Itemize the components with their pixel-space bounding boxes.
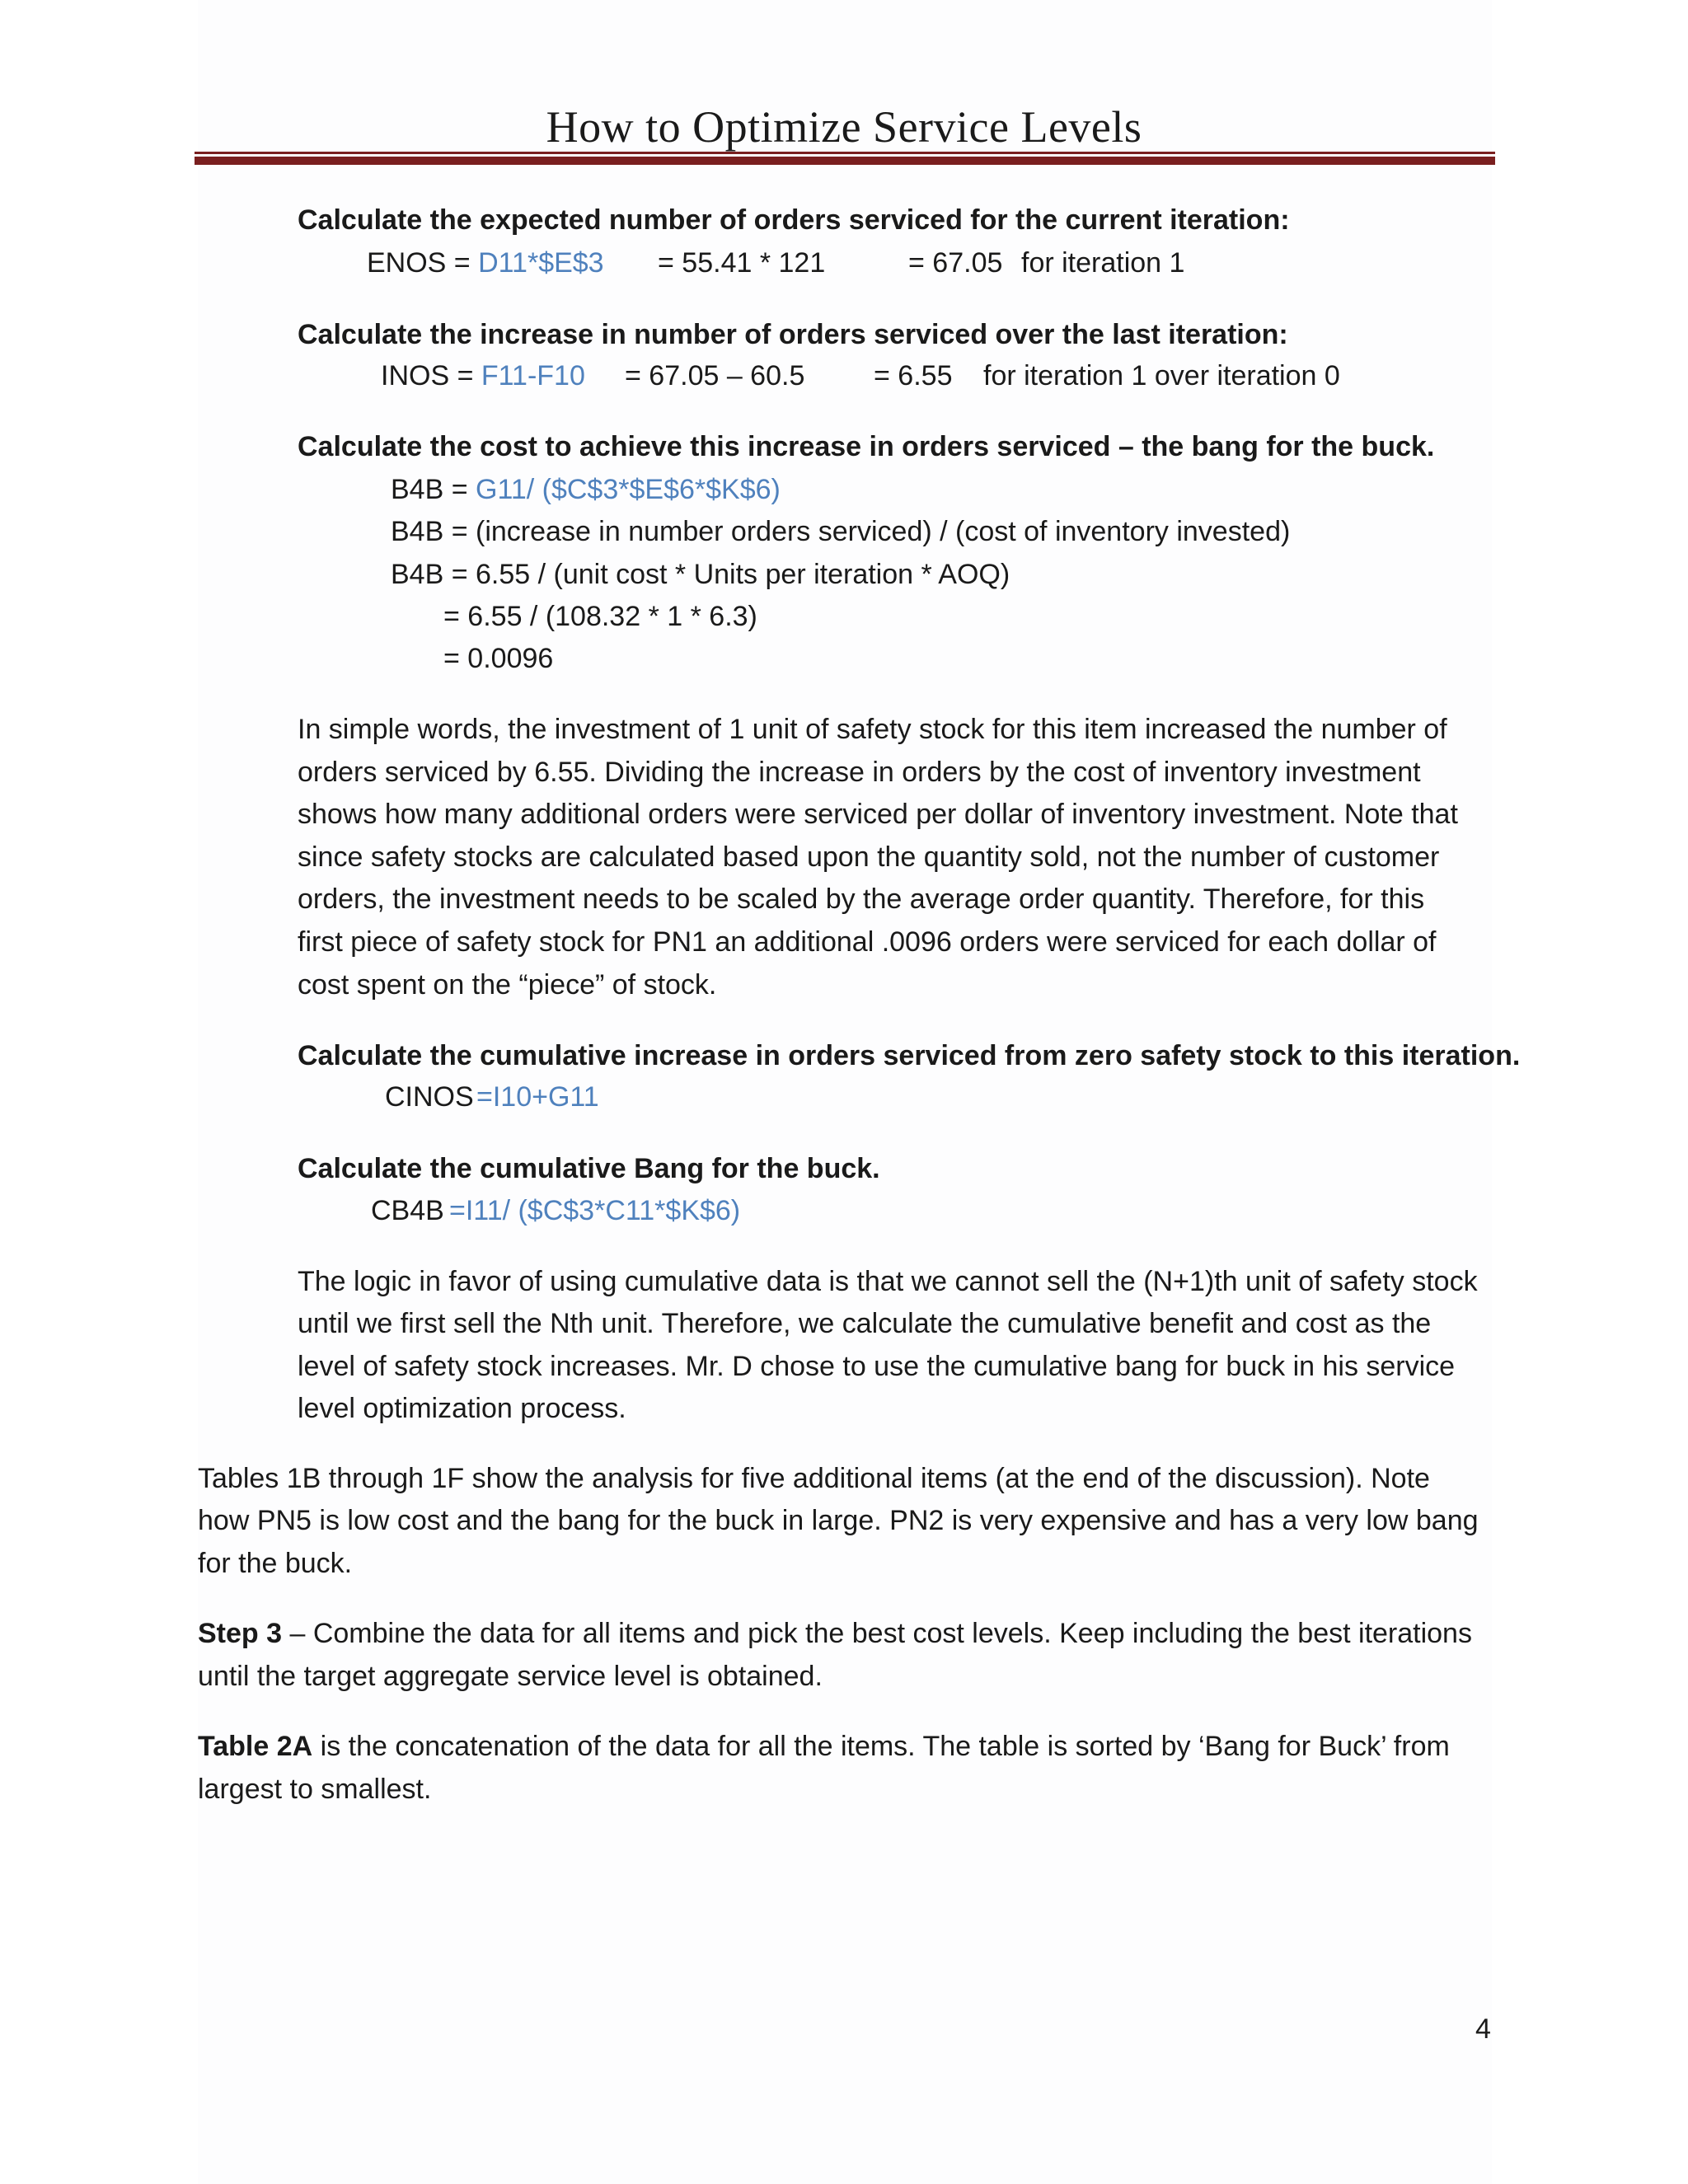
cinos-heading: Calculate the cumulative increase in orders serviced from zero safety stock to this iteration. <box>298 1040 1521 1071</box>
inos-formula-line <box>381 358 585 394</box>
table2a-text: is the concatenation of the data for all the items. The table is sorted by ‘Bang for Buck’ from <box>312 1731 1450 1762</box>
enos-result: = 67.05 <box>908 247 1003 279</box>
enos-calc: = 55.41 * 121 <box>658 247 826 279</box>
explanation-line: orders, the investment needs to be scaled by the average order quantity. Therefore, for this <box>298 883 1425 915</box>
explanation-line: since safety stocks are calculated based upon the quantity sold, not the number of customer <box>298 841 1440 873</box>
b4b-formula-line <box>391 471 781 508</box>
step3-continuation: until the target aggregate service level is obtained. <box>198 1661 823 1692</box>
b4b-heading: Calculate the cost to achieve this increase in orders serviced – the bang for the buck. <box>298 431 1435 462</box>
inos-formula: F11-F10 <box>481 360 585 391</box>
header-rule-thick <box>195 157 1495 165</box>
table2a-label: Table 2A <box>198 1731 313 1762</box>
header-rule-thin <box>195 152 1495 154</box>
b4b-label: B4B = <box>391 474 476 505</box>
cb4b-label: CB4B <box>371 1195 444 1226</box>
b4b-substitution: = 6.55 / (108.32 * 1 * 6.3) <box>443 601 757 632</box>
explanation-line: first piece of safety stock for PN1 an additional .0096 orders were serviced for each dollar of <box>298 926 1437 958</box>
cinos-formula: =I10+G11 <box>476 1081 599 1113</box>
explanation-line: shows how many additional orders were serviced per dollar of inventory investment. Note that <box>298 799 1458 830</box>
logic-line: level of safety stock increases. Mr. D chose to use the cumulative bang for buck in his service <box>298 1351 1456 1382</box>
cb4b-formula: =I11/ ($C$3*C11*$K$6) <box>449 1195 741 1226</box>
enos-note: for iteration 1 <box>1021 247 1185 279</box>
b4b-definition: B4B = (increase in number orders serviced) / (cost of inventory invested) <box>391 516 1291 547</box>
step3-text: – Combine the data for all items and pick the best cost levels. Keep including the best iterations <box>282 1618 1472 1649</box>
b4b-result: = 0.0096 <box>443 643 554 674</box>
inos-label: INOS = <box>381 360 481 391</box>
explanation-line: orders serviced by 6.55. Dividing the increase in orders by the cost of inventory investment <box>298 757 1421 788</box>
enos-formula-line <box>367 245 604 281</box>
enos-formula: D11*$E$3 <box>478 247 604 279</box>
table2a-line <box>198 1728 1450 1765</box>
inos-heading: Calculate the increase in number of orders serviced over the last iteration: <box>298 319 1288 350</box>
enos-heading: Calculate the expected number of orders serviced for the current iteration: <box>298 204 1290 236</box>
inos-result: = 6.55 <box>874 360 953 391</box>
b4b-formula: G11/ ($C$3*$E$6*$K$6) <box>476 474 781 505</box>
logic-line: until we first sell the Nth unit. Therefore, we calculate the cumulative benefit and cost as the <box>298 1308 1432 1339</box>
inos-calc: = 67.05 – 60.5 <box>625 360 805 391</box>
step3-line <box>198 1615 1472 1652</box>
logic-line: level optimization process. <box>298 1393 626 1424</box>
cb4b-heading: Calculate the cumulative Bang for the buck. <box>298 1153 880 1184</box>
page-title: How to Optimize Service Levels <box>546 102 1142 152</box>
cinos-label: CINOS <box>385 1081 474 1113</box>
explanation-line: In simple words, the investment of 1 unit of safety stock for this item increased the number of <box>298 714 1447 745</box>
page-number: 4 <box>1475 2013 1491 2045</box>
step3-label: Step 3 <box>198 1618 283 1649</box>
tables-paragraph-line: how PN5 is low cost and the bang for the buck in large. PN2 is very expensive and has a very low bang <box>198 1505 1479 1536</box>
b4b-expansion: B4B = 6.55 / (unit cost * Units per iteration * AOQ) <box>391 559 1010 590</box>
enos-label: ENOS = <box>367 247 479 279</box>
tables-paragraph-line: for the buck. <box>198 1548 353 1579</box>
logic-line: The logic in favor of using cumulative data is that we cannot sell the (N+1)th unit of safety stock <box>298 1266 1478 1297</box>
table2a-continuation: largest to smallest. <box>198 1774 432 1805</box>
explanation-line: cost spent on the “piece” of stock. <box>298 969 717 1001</box>
tables-paragraph-line: Tables 1B through 1F show the analysis for five additional items (at the end of the discussion). Note <box>198 1463 1430 1494</box>
inos-note: for iteration 1 over iteration 0 <box>983 360 1340 391</box>
